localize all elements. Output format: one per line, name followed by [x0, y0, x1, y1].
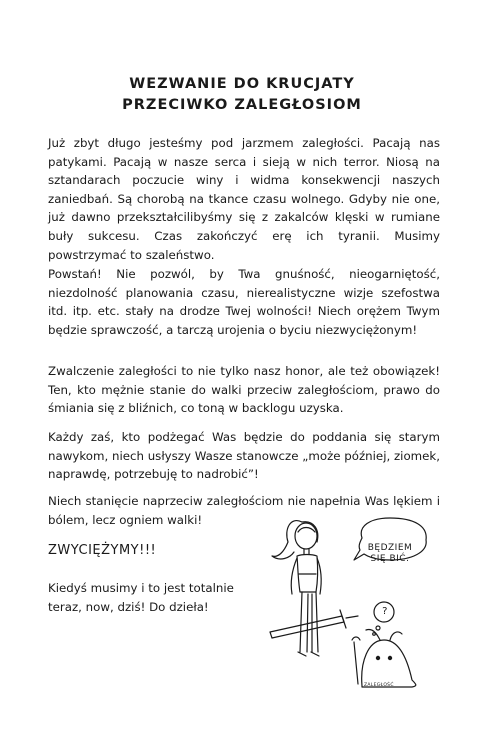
paragraph-1-text: Już zbyt długo jesteśmy pod jarzmem zaległości. Pacają nas patykami. Pacają w nasze serca i sieją w nich terror. Niosą na sztandarach poczucie winy i widma konsekwencji naszych zaniedbań. Są chorobą na tkance czasu wolnego. Gdyby nie one, już dawno przekształcilibyśmy się z zakalców klęski w rumiane buły sukcesu. Czas zakończyć erę ich tyranii. Musimy powstrzymać to szaleństwo.	[48, 136, 440, 262]
speech-line-2: SIĘ BIĆ.	[370, 554, 410, 564]
paragraph-3-text: Zwalczenie zaległości to nie tylko nasz honor, ale też obowiązek! Ten, kto mężnie stanie do walki przeciw zaległościom, prawo do śmiania się z bliźnich, co toną w backlogu uzyska.	[48, 364, 440, 416]
paragraph-3	[48, 362, 440, 418]
speech-line-1: BĘDZIEM	[367, 543, 413, 553]
backlog-creature	[362, 640, 416, 687]
paragraph-5-text: Niech stanięcie naprzeciw zaległościom nie napełnia Was lękiem i bólem, lecz ogniem walki!	[48, 494, 440, 527]
title-line-2: PRZECIWKO ZALEGŁOSIOM	[122, 97, 362, 113]
paragraph-2	[48, 265, 440, 339]
paragraph-4-text: Każdy zaś, kto podżegać Was będzie do poddania się starym nawykom, niech usłyszy Wasze stanowcze „może później, ziomek, naprawdę, potrzebuję to nadrobić”!	[48, 430, 440, 482]
warrior-head	[295, 523, 317, 549]
thought-bubble-text: ?	[382, 606, 388, 617]
paragraph-1	[48, 134, 440, 264]
paragraph-4	[48, 428, 440, 484]
warrior-hair	[272, 521, 302, 559]
title-line-1: WEZWANIE DO KRUCJATY	[129, 76, 355, 92]
page-title	[0, 74, 484, 116]
paragraph-2-text: Powstań! Nie pozwól, by Twa gnuśność, nieogarniętość, niezdolność planowania czasu, nierealistyczne wizje szefostwa itd. itp. etc. stały na drodze Twej wolności! Niech orężem Twym będzie sprawczość, a tarczą urojenia o byciu niezwyciężonym!	[48, 267, 440, 337]
warrior-illustration	[262, 512, 452, 692]
creature-label: ZALEGŁOŚĆ	[364, 683, 394, 688]
closing-text: Kiedyś musimy i to jest totalnie teraz, now, dziś! Do dzieła!	[48, 581, 234, 614]
victory-shout: ZWYCIĘŻYMY!!!	[48, 543, 157, 558]
speech-bubble-text	[355, 543, 425, 565]
warrior-torso	[297, 555, 318, 593]
